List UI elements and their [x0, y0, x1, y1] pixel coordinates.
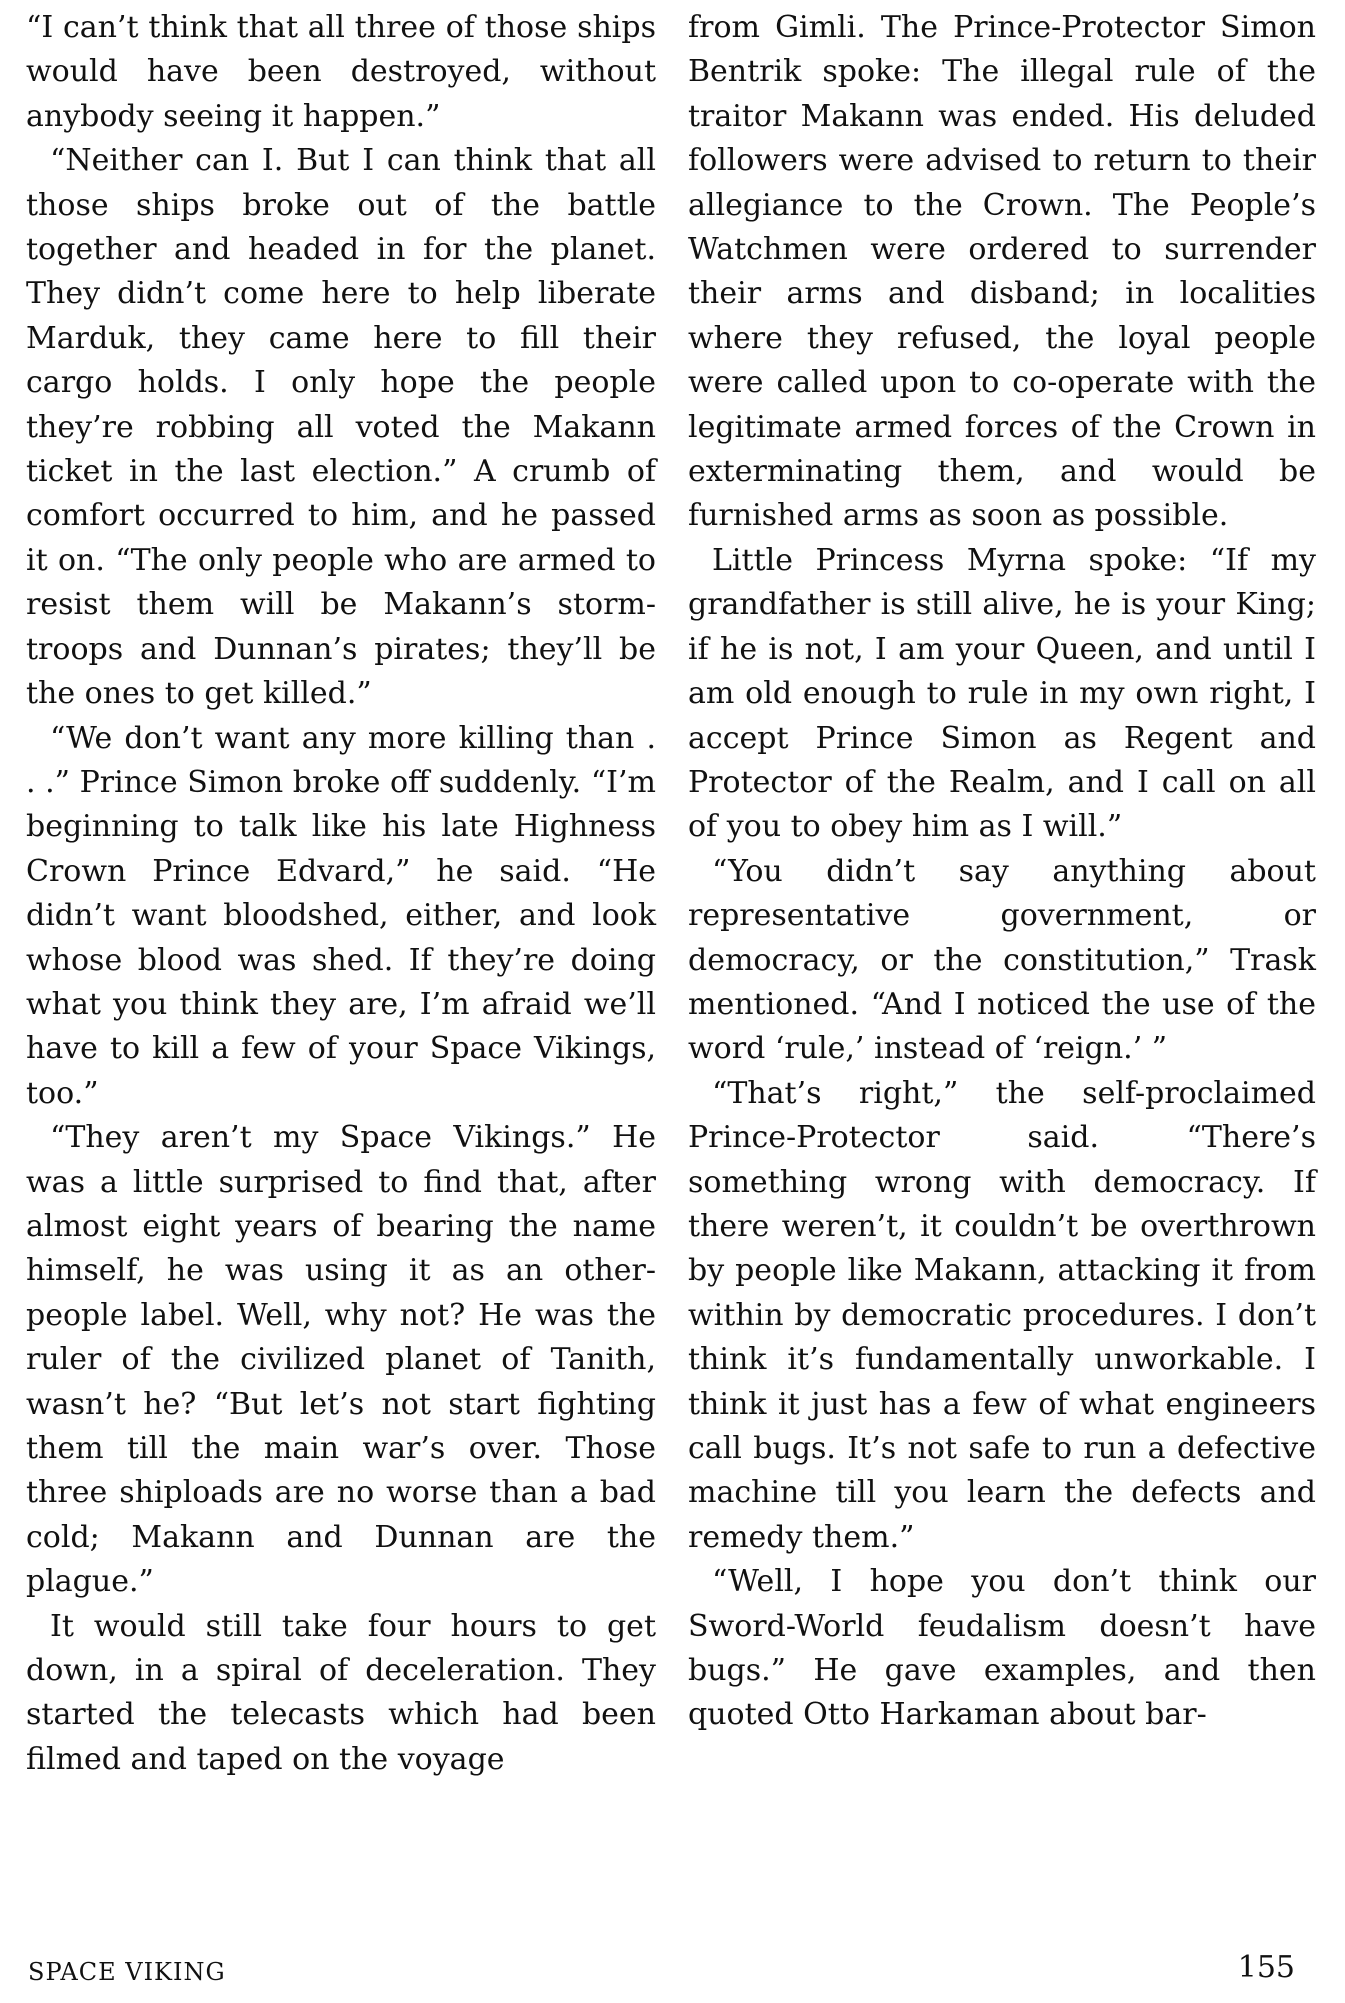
running-title: SPACE VIKING	[28, 1958, 226, 1986]
paragraph: “You didn’t say anything about representative government, or democracy, or the constitution,” Trask mentioned. “And I noticed the use of the word ‘rule,’ instead of ‘reign.’ ”	[688, 853, 1316, 1067]
paragraph: “Well, I hope you don’t think our Sword-World feudalism doesn’t have bugs.” He gave examples, and then quoted Otto Harkaman about bar-	[688, 1564, 1316, 1733]
paragraph: “We don’t want any more killing than . . .” Prince Simon broke off suddenly. “I’m beginning to talk like his late Highness Crown Prince Edvard,” he said. “He didn’t want bloodshed, either, and look whose blood was shed. If they’re doing what you think they are, I’m afraid we’ll have to kill a few of your Space Vikings, too.”	[26, 720, 656, 1111]
paragraph: It would still take four hours to get down, in a spiral of deceleration. They started the telecasts which had been filmed and taped on the voyage	[26, 1608, 656, 1777]
page-number: 155	[1237, 1950, 1295, 1985]
paragraph: Little Princess Myrna spoke: “If my grandfather is still alive, he is your King; if he is not, I am your Queen, and until I am old enough to rule in my own right, I accept Prince Simon as Regent and Protector of the Realm, and I call on all of you to obey him as I will.”	[688, 542, 1316, 845]
right-column	[688, 6, 1316, 1738]
paragraph: “Neither can I. But I can think that all those ships broke out of the battle together and headed in for the planet. They didn’t come here to help liberate Marduk, they came here to fill their cargo holds. I only hope the people they’re robbing all voted the Makann ticket in the last election.” A crumb of comfort occurred to him, and he passed it on. “The only people who are armed to resist them will be Makann’s storm-troops and Dunnan’s pirates; they’ll be the ones to get killed.”	[26, 143, 656, 712]
paragraph: “That’s right,” the self-proclaimed Prince-Protector said. “There’s something wrong with democracy. If there weren’t, it couldn’t be overthrown by people like Makann, attacking it from within by democratic procedures. I don’t think it’s fundamentally unworkable. I think it just has a few of what engineers call bugs. It’s not safe to run a defective machine till you learn the defects and remedy them.”	[688, 1075, 1316, 1555]
paragraph: from Gimli. The Prince-Protector Simon Bentrik spoke: The illegal rule of the traitor Makann was ended. His deluded followers were advised to return to their allegiance to the Crown. The People’s Watchmen were ordered to surrender their arms and disband; in localities where they refused, the loyal people were called upon to co-operate with the legitimate armed forces of the Crown in exterminating them, and would be furnished arms as soon as possible.	[688, 10, 1316, 534]
paragraph: “I can’t think that all three of those ships would have been destroyed, without anybody seeing it happen.”	[26, 10, 656, 134]
left-column	[26, 6, 656, 1782]
paragraph: “They aren’t my Space Vikings.” He was a little surprised to find that, after almost eight years of bearing the name himself, he was using it as an other-people label. Well, why not? He was the ruler of the civilized planet of Tanith, wasn’t he? “But let’s not start fighting them till the main war’s over. Those three shiploads are no worse than a bad cold; Makann and Dunnan are the plague.”	[26, 1120, 656, 1600]
